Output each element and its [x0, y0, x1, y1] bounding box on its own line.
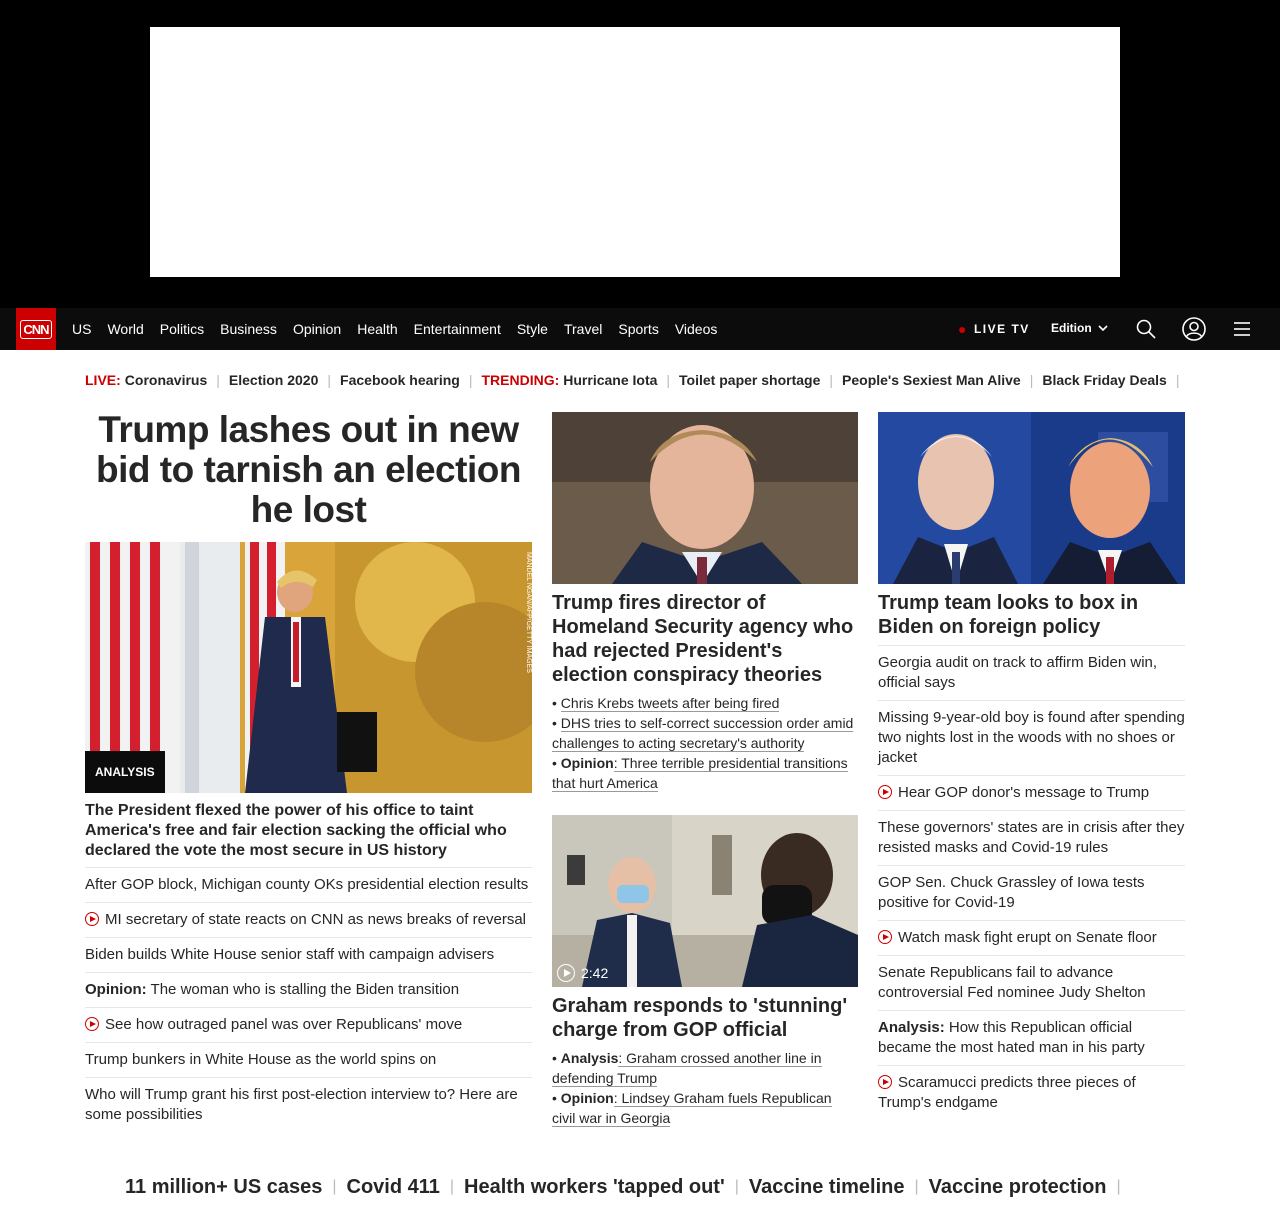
divider: |: [1175, 372, 1180, 388]
ad-zone: [0, 0, 1280, 308]
live-dot-icon: ●: [958, 321, 968, 337]
list-item-text: Missing 9-year-old boy is found after spending two nights lost in the woods with no shoes or jacket: [878, 709, 1185, 766]
breaking-link-facebook[interactable]: Facebook hearing: [340, 372, 460, 388]
nav-style[interactable]: Style: [516, 321, 548, 337]
nav-world[interactable]: World: [107, 321, 144, 337]
play-icon: [557, 964, 575, 982]
nav-business[interactable]: Business: [220, 321, 277, 337]
edition-dropdown[interactable]: [1051, 321, 1108, 335]
breaking-link-black-friday[interactable]: Black Friday Deals: [1042, 372, 1167, 388]
ad-slot[interactable]: [150, 27, 1120, 277]
divider: |: [449, 1178, 455, 1195]
main-nav: [72, 308, 733, 350]
bullet-item: • Analysis: Graham crossed another line in defending Trump: [552, 1050, 822, 1086]
nav-politics[interactable]: Politics: [159, 321, 205, 337]
list-item-text: GOP Sen. Chuck Grassley of Iowa tests positive for Covid-19: [878, 874, 1145, 911]
play-icon: [878, 785, 892, 799]
list-item[interactable]: [85, 1078, 532, 1132]
list-item-text: How this Republican official became the most hated man in his party: [878, 1019, 1145, 1056]
site-header: [0, 308, 1280, 350]
list-item[interactable]: [85, 1008, 532, 1043]
bullet-prefix: Opinion: [560, 755, 614, 771]
play-icon: [878, 930, 892, 944]
bullet-link[interactable]: : Three terrible presidential transitions that hurt America: [552, 755, 848, 791]
breaking-link-sexiest-man[interactable]: People's Sexiest Man Alive: [842, 372, 1021, 388]
list-item[interactable]: [878, 1066, 1185, 1120]
user-account-icon[interactable]: [1182, 317, 1206, 341]
list-item-prefix: Opinion:: [85, 981, 147, 998]
bullet-prefix: Analysis: [560, 1050, 619, 1066]
bullet-link[interactable]: : Lindsey Graham fuels Republican civil war in Georgia: [552, 1090, 832, 1126]
bullet-item: • Opinion: Three terrible presidential transitions that hurt America: [552, 755, 848, 791]
list-item[interactable]: [878, 956, 1185, 1011]
nav-health[interactable]: Health: [357, 321, 398, 337]
list-item[interactable]: [878, 776, 1185, 811]
nav-travel[interactable]: Travel: [563, 321, 603, 337]
list-item[interactable]: [878, 1011, 1185, 1066]
coronavirus-link[interactable]: Covid 411: [346, 1175, 440, 1198]
lead-headline[interactable]: Trump lashes out in new bid to tarnish an election he lost: [96, 409, 521, 530]
bullet-item: • Chris Krebs tweets after being fired: [552, 695, 780, 711]
breaking-link-election[interactable]: Election 2020: [228, 372, 319, 388]
list-item-text: Senate Republicans fail to advance controversial Fed nominee Judy Shelton: [878, 964, 1146, 1001]
story-headline[interactable]: Trump team looks to box in Biden on foreign policy: [878, 591, 1185, 646]
graham-photo: [552, 815, 858, 987]
list-item[interactable]: [85, 973, 532, 1008]
list-item-text: Georgia audit on track to affirm Biden win, official says: [878, 654, 1158, 691]
coronavirus-link[interactable]: Vaccine protection: [928, 1175, 1107, 1198]
coronavirus-bar: [125, 1174, 1131, 1200]
right-column: [878, 412, 1185, 1120]
list-item-text: These governors' states are in crisis after they resisted masks and Covid-19 rules: [878, 819, 1185, 856]
analysis-badge: ANALYSIS: [85, 751, 165, 793]
list-item-text: After GOP block, Michigan county OKs presidential election results: [85, 876, 529, 893]
divider: |: [666, 372, 671, 388]
story-headline[interactable]: Graham responds to 'stunning' charge from GOP official: [552, 995, 848, 1041]
nav-us[interactable]: US: [72, 321, 92, 337]
live-tv-button[interactable]: [958, 321, 1030, 337]
live-tv-label: LIVE TV: [973, 322, 1030, 336]
play-icon: [85, 1017, 99, 1031]
divider: |: [914, 1178, 919, 1195]
list-item[interactable]: [878, 701, 1185, 776]
bullet-link[interactable]: : Graham crossed another line in defending Trump: [552, 1050, 822, 1086]
divider: |: [1116, 1178, 1121, 1195]
divider: |: [829, 372, 834, 388]
menu-icon[interactable]: [1230, 317, 1254, 341]
right-related-list: [878, 646, 1185, 1120]
bullet-link[interactable]: DHS tries to self-correct succession order amid challenges to acting secretary's authority: [552, 715, 854, 751]
story-bullets: [552, 693, 858, 793]
list-item-text: Scaramucci predicts three pieces of Trump's endgame: [878, 1074, 1136, 1111]
video-thumbnail[interactable]: [552, 815, 858, 987]
coronavirus-link[interactable]: Health workers 'tapped out': [464, 1175, 725, 1198]
divider: |: [327, 372, 332, 388]
list-item[interactable]: [878, 811, 1185, 866]
list-item[interactable]: [85, 903, 532, 938]
play-icon: [85, 912, 99, 926]
middle-column: [552, 412, 858, 1128]
live-label: LIVE:: [85, 372, 121, 388]
search-icon[interactable]: [1134, 317, 1158, 341]
lead-related-list: [85, 868, 532, 1132]
list-item-text: Biden builds White House senior staff with campaign advisers: [85, 946, 495, 963]
list-item-text: Hear GOP donor's message to Trump: [898, 784, 1150, 801]
divider: |: [332, 1178, 337, 1195]
story-bullets: [552, 1048, 858, 1128]
coronavirus-link[interactable]: 11 million+ US cases: [125, 1175, 323, 1198]
list-item-text: Who will Trump grant his first post-election interview to? Here are some possibilities: [85, 1086, 518, 1123]
breaking-link-toilet-paper[interactable]: Toilet paper shortage: [679, 372, 821, 388]
list-item-text: Watch mask fight erupt on Senate floor: [898, 929, 1157, 946]
bullet-link[interactable]: Chris Krebs tweets after being fired: [560, 695, 780, 711]
list-item[interactable]: [878, 921, 1185, 956]
bullet-item: • DHS tries to self-correct succession order amid challenges to acting secretary's authority: [552, 715, 854, 751]
list-item[interactable]: [85, 1043, 532, 1078]
story-image[interactable]: [552, 412, 858, 584]
krebs-photo: [552, 412, 858, 584]
list-item[interactable]: [878, 866, 1185, 921]
list-item-prefix: Analysis:: [878, 1019, 945, 1036]
video-duration: [557, 964, 608, 982]
lead-photo-credit: MANDEL NGAN/AFP/GETTY IMAGES: [525, 552, 532, 673]
story-card: [552, 815, 858, 1128]
lead-subhead[interactable]: The President flexed the power of his office to taint America's free and fair election sacking the official who declared the vote the most secure in US history: [85, 801, 532, 868]
story-headline[interactable]: Trump fires director of Homeland Security agency who had rejected President's election conspiracy theories: [552, 592, 854, 686]
divider: |: [216, 372, 220, 388]
bullet-item: • Opinion: Lindsey Graham fuels Republican civil war in Georgia: [552, 1090, 832, 1126]
story-image[interactable]: [878, 412, 1185, 584]
bullet-prefix: Opinion: [560, 1090, 614, 1106]
list-item[interactable]: [85, 938, 532, 973]
nav-opinion[interactable]: Opinion: [292, 321, 342, 337]
list-item[interactable]: [878, 646, 1185, 701]
divider: |: [1029, 372, 1034, 388]
nav-sports[interactable]: Sports: [618, 321, 659, 337]
nav-entertainment[interactable]: Entertainment: [413, 321, 501, 337]
list-item-text: Trump bunkers in White House as the world spins on: [85, 1051, 437, 1068]
lead-image[interactable]: [85, 542, 532, 793]
list-item-text: The woman who is stalling the Biden transition: [146, 981, 460, 998]
breaking-link-coronavirus[interactable]: Coronavirus: [124, 372, 208, 388]
list-item-text: See how outraged panel was over Republicans' move: [105, 1016, 463, 1033]
chevron-down-icon: [1098, 325, 1108, 332]
divider: |: [468, 372, 473, 388]
divider: |: [734, 1178, 739, 1195]
edition-label: Edition: [1051, 321, 1092, 335]
trending-label: TRENDING:: [481, 372, 560, 388]
breaking-link-hurricane[interactable]: Hurricane Iota: [563, 372, 658, 388]
lead-column: [85, 410, 532, 1132]
duration-text: 2:42: [581, 965, 609, 981]
story-card: [552, 412, 858, 793]
list-item[interactable]: [85, 868, 532, 903]
coronavirus-link[interactable]: Vaccine timeline: [748, 1175, 905, 1198]
list-item-text: MI secretary of state reacts on CNN as news breaks of reversal: [105, 911, 526, 928]
biden-trump-photo: [878, 412, 1185, 584]
cnn-logo[interactable]: CNN: [16, 308, 56, 350]
breaking-bar: [85, 370, 1188, 390]
nav-videos[interactable]: Videos: [674, 321, 718, 337]
play-icon: [878, 1075, 892, 1089]
